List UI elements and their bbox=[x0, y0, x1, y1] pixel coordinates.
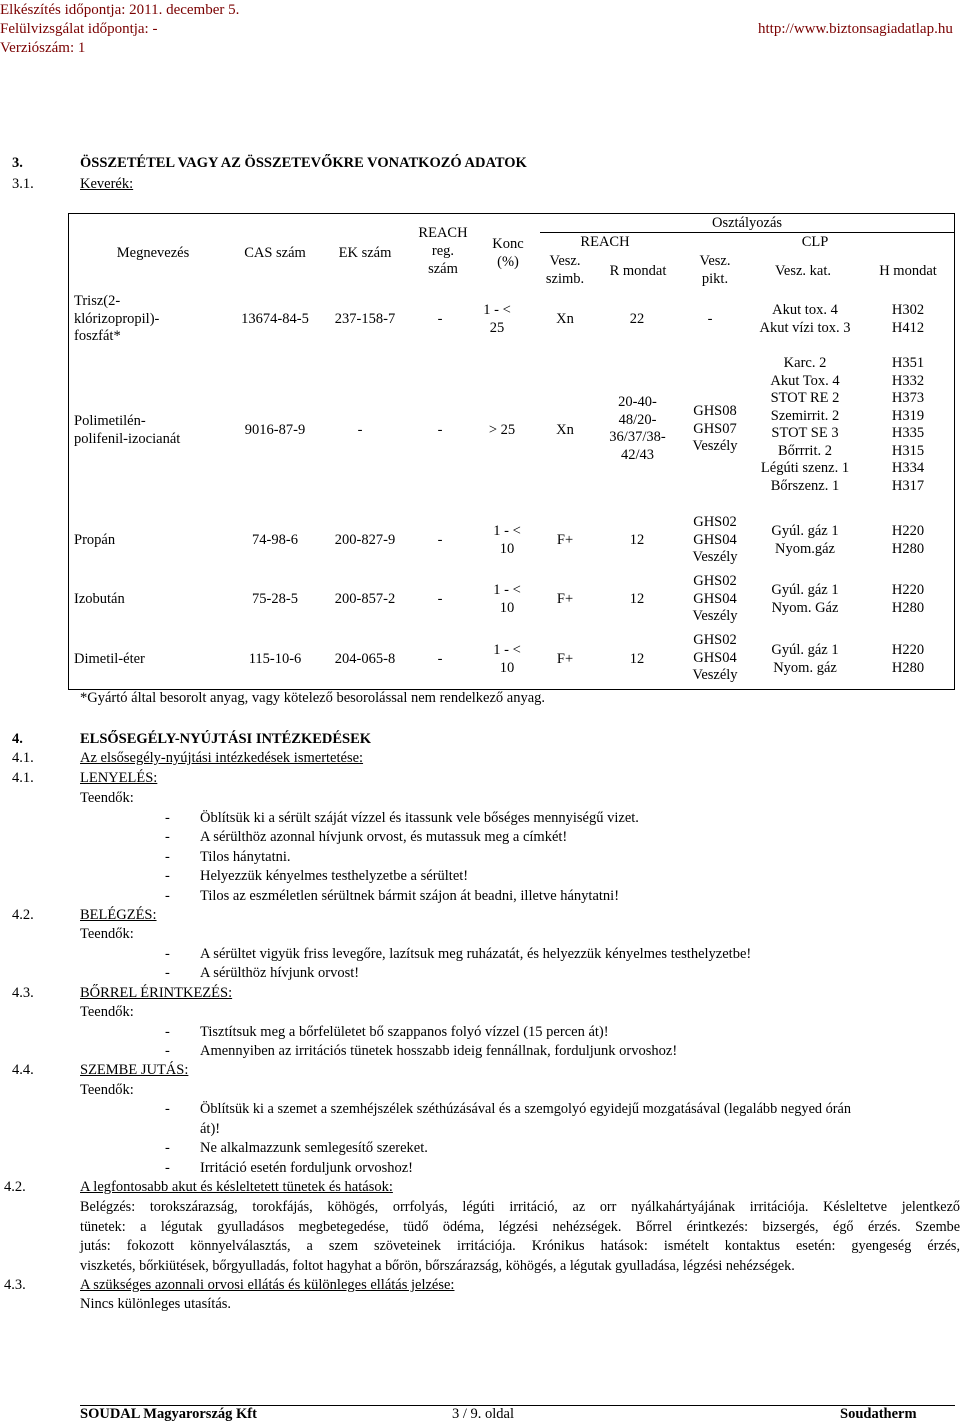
cell-kat-line: STOT SE 3 bbox=[771, 425, 839, 441]
section4-number: 4. bbox=[12, 731, 23, 747]
cell-kat bbox=[750, 642, 860, 677]
cell-cas: 74-98-6 bbox=[252, 532, 298, 548]
section31-title: Keverék: bbox=[80, 176, 134, 192]
lenyeles-todo: Teendők: bbox=[80, 790, 134, 806]
section41-title: Az elsősegély-nyújtási intézkedések ismertetése: bbox=[80, 750, 364, 766]
cell-pikt-line: Veszély bbox=[692, 438, 738, 454]
cell-konc-line: 10 bbox=[499, 659, 515, 676]
cell-h bbox=[862, 523, 954, 558]
h-mondat-header: H mondat bbox=[879, 263, 937, 279]
paragraph-line: Belégzés: torokszárazság, torokfájás, köhögés, orrfolyás, légúti irritáció, az orr nyálkahártyájának irritációja. Késleltetve jelentkező bbox=[80, 1199, 960, 1215]
cell-kat-line: Nyom. Gáz bbox=[771, 599, 839, 616]
cell-reach: - bbox=[437, 311, 443, 327]
list-item-text: A sérültet vigyük friss levegőre, lazítsuk meg ruházatát, és helyezzük kényelmes testhelyzetbe! bbox=[200, 946, 752, 962]
cell-kat-line: STOT RE 2 bbox=[770, 390, 840, 406]
szembe-number: 4.4. bbox=[12, 1062, 34, 1078]
szembe-todo: Teendők: bbox=[80, 1082, 134, 1098]
cell-r: 22 bbox=[629, 311, 645, 327]
cell-r bbox=[595, 394, 680, 464]
list-item-text: Ne alkalmazzunk semlegesítő szereket. bbox=[200, 1140, 428, 1156]
cell-kat bbox=[750, 302, 860, 337]
cell-h-line: H280 bbox=[891, 599, 925, 616]
col-ek-header: EK szám bbox=[338, 245, 392, 261]
cell-h-line: H220 bbox=[891, 642, 925, 658]
cell-h-line: H280 bbox=[891, 540, 925, 557]
cell-ek: - bbox=[357, 422, 363, 438]
cell-kat-line: Gyúl. gáz 1 bbox=[771, 582, 839, 598]
list-item-text: Amennyiben az irritációs tünetek hosszabb ideig fennállnak, forduljunk orvoshoz! bbox=[200, 1043, 678, 1059]
section3-title: ÖSSZETÉTEL VAGY AZ ÖSSZETEVŐKRE VONATKOZÓ ADATOK bbox=[80, 155, 527, 171]
cell-pikt-line: Veszély bbox=[692, 549, 738, 565]
cell-cas: 9016-87-9 bbox=[244, 422, 306, 438]
cell-h-line: H220 bbox=[891, 582, 925, 598]
col-reach-header-1: REACH bbox=[418, 225, 468, 241]
cell-h-line: H280 bbox=[891, 659, 925, 676]
cell-h-line: H334 bbox=[891, 460, 925, 476]
cell-h-line: H317 bbox=[891, 477, 925, 494]
belegzes-number: 4.2. bbox=[12, 907, 34, 923]
orvosi-title: A szükséges azonnali orvosi ellátás és különleges ellátás jelzése: bbox=[80, 1277, 455, 1293]
col-konc-header-2: (%) bbox=[497, 254, 519, 270]
cell-r: 12 bbox=[629, 651, 645, 667]
table-border-left bbox=[68, 213, 69, 690]
paragraph-line: viszketés, bőrkiütések, bőrgyulladás, foltot hagyhat a bőrön, bőrszárazság, köhögés, a légutak gyulladása, légzési nehézségek. bbox=[80, 1257, 795, 1274]
cell-konc-line: 1 - < bbox=[493, 523, 521, 539]
cell-name: Izobután bbox=[74, 591, 125, 607]
szembe-title: SZEMBE JUTÁS: bbox=[80, 1062, 189, 1078]
vesz-pikt-header-1: Vesz. bbox=[699, 253, 731, 269]
cell-name-line: klórizopropil)- bbox=[74, 310, 160, 327]
cell-name bbox=[74, 293, 159, 346]
cell-kat-line: Gyúl. gáz 1 bbox=[771, 523, 839, 539]
cell-pikt bbox=[683, 514, 747, 567]
cell-name-line: Trisz(2- bbox=[74, 293, 121, 309]
cell-ek: 204-065-8 bbox=[334, 651, 396, 667]
vesz-szimb-header-1: Vesz. bbox=[549, 253, 581, 269]
cell-ek: 237-158-7 bbox=[334, 311, 396, 327]
section41-number: 4.1. bbox=[12, 750, 34, 766]
cell-name: Propán bbox=[74, 532, 116, 548]
cell-h-line: H335 bbox=[891, 425, 925, 441]
cell-reach: - bbox=[437, 422, 443, 438]
osztalyozas-divider bbox=[540, 232, 954, 233]
cell-pikt bbox=[683, 573, 747, 626]
cell-symb: Xn bbox=[556, 422, 574, 438]
cell-r: 12 bbox=[629, 591, 645, 607]
cell-name bbox=[74, 413, 180, 448]
cell-h bbox=[862, 582, 954, 617]
cell-h-line: H319 bbox=[891, 407, 925, 424]
cell-r: 12 bbox=[629, 532, 645, 548]
cell-pikt: - bbox=[707, 311, 713, 327]
cell-pikt bbox=[683, 403, 747, 456]
header-revised: Felülvizsgálat időpontja: - bbox=[0, 21, 158, 37]
cell-pikt-line: GHS02 bbox=[693, 514, 737, 530]
vesz-szimb-header-2: szimb. bbox=[545, 271, 585, 287]
cell-konc-line: 1 - < bbox=[493, 642, 521, 658]
col-reach-header-2: reg. bbox=[431, 243, 455, 259]
cell-ek: 200-857-2 bbox=[334, 591, 396, 607]
lenyeles-title: LENYELÉS: bbox=[80, 770, 158, 786]
list-item-text: Irritáció esetén forduljunk orvoshoz! bbox=[200, 1160, 413, 1176]
cell-ek: 200-827-9 bbox=[334, 532, 396, 548]
cell-r-line: 20-40- bbox=[618, 394, 657, 410]
cell-h-line: H351 bbox=[891, 355, 925, 371]
cell-konc bbox=[472, 523, 542, 558]
clp-header: CLP bbox=[801, 234, 829, 250]
cell-r-line: 42/43 bbox=[620, 446, 655, 463]
cell-cas: 13674-84-5 bbox=[241, 311, 309, 327]
cell-kat-line: Akut vízi tox. 3 bbox=[759, 319, 851, 336]
cell-kat bbox=[750, 523, 860, 558]
col-konc-header-1: Konc bbox=[492, 236, 524, 252]
cell-pikt-line: GHS02 bbox=[693, 632, 737, 648]
col-name-header: Megnevezés bbox=[116, 245, 190, 261]
belegzes-todo: Teendők: bbox=[80, 926, 134, 942]
cell-h-line: H412 bbox=[891, 319, 925, 336]
header-url[interactable]: http://www.biztonsagiadatlap.hu bbox=[758, 21, 953, 37]
cell-h bbox=[862, 302, 954, 337]
cell-konc bbox=[472, 302, 522, 337]
paragraph-line: tünetek: a légutak gyulladásos megbetegedése, tüdő ödéma, légzési nehézségek. Bőrrel érintkezés: bizsergés, égő érzés. Szembe bbox=[80, 1218, 960, 1235]
cell-kat-line: Bőrszenz. 1 bbox=[770, 477, 840, 494]
tunetek-title: A legfontosabb akut és késleltetett tünetek és hatások: bbox=[80, 1179, 393, 1195]
tunetek-paragraph bbox=[80, 1198, 960, 1276]
lenyeles-number: 4.1. bbox=[12, 770, 34, 786]
cell-kat bbox=[750, 582, 860, 617]
footer-company: SOUDAL Magyarország Kft bbox=[80, 1406, 257, 1422]
cell-reach: - bbox=[437, 591, 443, 607]
cell-pikt-line: GHS04 bbox=[693, 531, 737, 548]
cell-pikt-line: GHS04 bbox=[693, 649, 737, 666]
cell-kat-line: Légúti szenz. 1 bbox=[760, 460, 850, 476]
cell-h bbox=[862, 355, 954, 495]
section3-number: 3. bbox=[12, 155, 23, 171]
paragraph-line: jutás: fokozott könnyelválasztás, a szem szöveteinek irritációja. Krónikus hatások: ismételt kontaktus esetén: gyengeség érzés, bbox=[80, 1238, 960, 1254]
cell-kat-line: Nyom. gáz bbox=[773, 659, 837, 676]
list-item-continuation: át)! bbox=[200, 1121, 221, 1137]
cell-symb: Xn bbox=[556, 311, 574, 327]
section31-number: 3.1. bbox=[12, 176, 34, 192]
cell-kat-line: Akut tox. 4 bbox=[772, 302, 838, 318]
cell-h-line: H373 bbox=[891, 390, 925, 406]
belegzes-title: BELÉGZÉS: bbox=[80, 907, 157, 923]
cell-kat-line: Gyúl. gáz 1 bbox=[771, 642, 839, 658]
cell-reach: - bbox=[437, 532, 443, 548]
cell-kat bbox=[750, 355, 860, 495]
header-version: Verziószám: 1 bbox=[0, 40, 86, 56]
cell-symb: F+ bbox=[556, 651, 574, 667]
section4-title: ELSŐSEGÉLY-NYÚJTÁSI INTÉZKEDÉSEK bbox=[80, 731, 372, 747]
list-item-text: A sérülthöz hívjunk orvost! bbox=[200, 965, 360, 981]
cell-cas: 115-10-6 bbox=[248, 651, 302, 667]
borrel-title: BŐRREL ÉRINTKEZÉS: bbox=[80, 985, 233, 1001]
footer-page: 3 / 9. oldal bbox=[452, 1406, 515, 1422]
cell-pikt-line: Veszély bbox=[692, 667, 738, 683]
cell-name: Dimetil-éter bbox=[74, 651, 145, 667]
cell-pikt-line: GHS04 bbox=[693, 590, 737, 607]
cell-r-line: 48/20- bbox=[618, 411, 657, 428]
cell-kat-line: Bőrrrit. 2 bbox=[778, 442, 832, 459]
vesz-pikt-header-2: pikt. bbox=[701, 271, 729, 287]
cell-pikt bbox=[683, 632, 747, 685]
header-created: Elkészítés időpontja: 2011. december 5. bbox=[0, 2, 240, 18]
reach-header: REACH bbox=[580, 234, 630, 250]
cell-symb: F+ bbox=[556, 591, 574, 607]
cell-konc-line: 1 - < bbox=[493, 582, 521, 598]
col-cas-header: CAS szám bbox=[244, 245, 306, 261]
list-item-text: Helyezzük kényelmes testhelyzetbe a sérültet! bbox=[200, 868, 469, 884]
cell-kat-line: Akut Tox. 4 bbox=[770, 372, 840, 389]
list-item-text: Öblítsük ki a sérült száját vízzel és itassunk vele bőséges mennyiségű vizet. bbox=[200, 810, 639, 826]
list-item-text: Tilos hánytatni. bbox=[200, 849, 291, 865]
orvosi-text: Nincs különleges utasítás. bbox=[80, 1296, 232, 1312]
cell-h-line: H315 bbox=[891, 442, 925, 459]
cell-konc: > 25 bbox=[488, 422, 516, 438]
cell-pikt-line: GHS08 bbox=[693, 403, 737, 419]
cell-konc-line: 1 - < bbox=[483, 302, 511, 318]
footer-product: Soudatherm bbox=[840, 1406, 917, 1422]
cell-kat-line: Nyom.gáz bbox=[775, 540, 835, 557]
r-mondat-header: R mondat bbox=[609, 263, 667, 279]
cell-symb: F+ bbox=[556, 532, 574, 548]
cell-name-line: Polimetilén- bbox=[74, 413, 146, 429]
cell-h bbox=[862, 642, 954, 677]
cell-konc-line: 25 bbox=[489, 319, 505, 336]
cell-konc-line: 10 bbox=[499, 540, 515, 557]
col-reach-header-3: szám bbox=[428, 261, 458, 277]
table-border-right bbox=[954, 213, 955, 690]
cell-pikt-line: GHS07 bbox=[693, 420, 737, 437]
vesz-kat-header: Vesz. kat. bbox=[775, 263, 831, 279]
cell-konc-line: 10 bbox=[499, 599, 515, 616]
borrel-todo: Teendők: bbox=[80, 1004, 134, 1020]
cell-konc bbox=[472, 642, 542, 677]
list-item-text: Tisztítsuk meg a bőrfelületet bő szappanos folyó vízzel (15 percen át)! bbox=[200, 1024, 609, 1040]
cell-pikt-line: GHS02 bbox=[693, 573, 737, 589]
cell-cas: 75-28-5 bbox=[252, 591, 298, 607]
cell-reach: - bbox=[437, 651, 443, 667]
cell-kat-line: Karc. 2 bbox=[783, 355, 827, 371]
borrel-number: 4.3. bbox=[12, 985, 34, 1001]
list-item-text: Öblítsük ki a szemet a szemhéjszélek széthúzásával és a szemgolyó egyidejű mozgatásával (legalább negyed órán bbox=[200, 1101, 852, 1117]
cell-r-line: 36/37/38- bbox=[609, 429, 666, 445]
cell-h-line: H332 bbox=[891, 372, 925, 389]
cell-konc bbox=[472, 582, 542, 617]
tunetek-number: 4.2. bbox=[4, 1179, 26, 1195]
cell-h-line: H302 bbox=[891, 302, 925, 318]
cell-pikt-line: Veszély bbox=[692, 608, 738, 624]
table-footnote: *Gyártó által besorolt anyag, vagy kötelező besorolással nem rendelkező anyag. bbox=[80, 690, 546, 706]
cell-name-line: polifenil-izocianát bbox=[74, 430, 181, 447]
cell-h-line: H220 bbox=[891, 523, 925, 539]
list-item-text: Tilos az eszméletlen sérültnek bármit szájon át beadni, illetve hánytatni! bbox=[200, 888, 620, 904]
cell-kat-line: Szemirrit. 2 bbox=[770, 407, 840, 424]
orvosi-number: 4.3. bbox=[4, 1277, 26, 1293]
table-border-top bbox=[68, 213, 955, 214]
cell-name-line: foszfát* bbox=[74, 328, 121, 344]
list-item-text: A sérülthöz azonnal hívjunk orvost, és mutassuk meg a címkét! bbox=[200, 829, 568, 845]
osztalyozas-header: Osztályozás bbox=[711, 215, 783, 231]
